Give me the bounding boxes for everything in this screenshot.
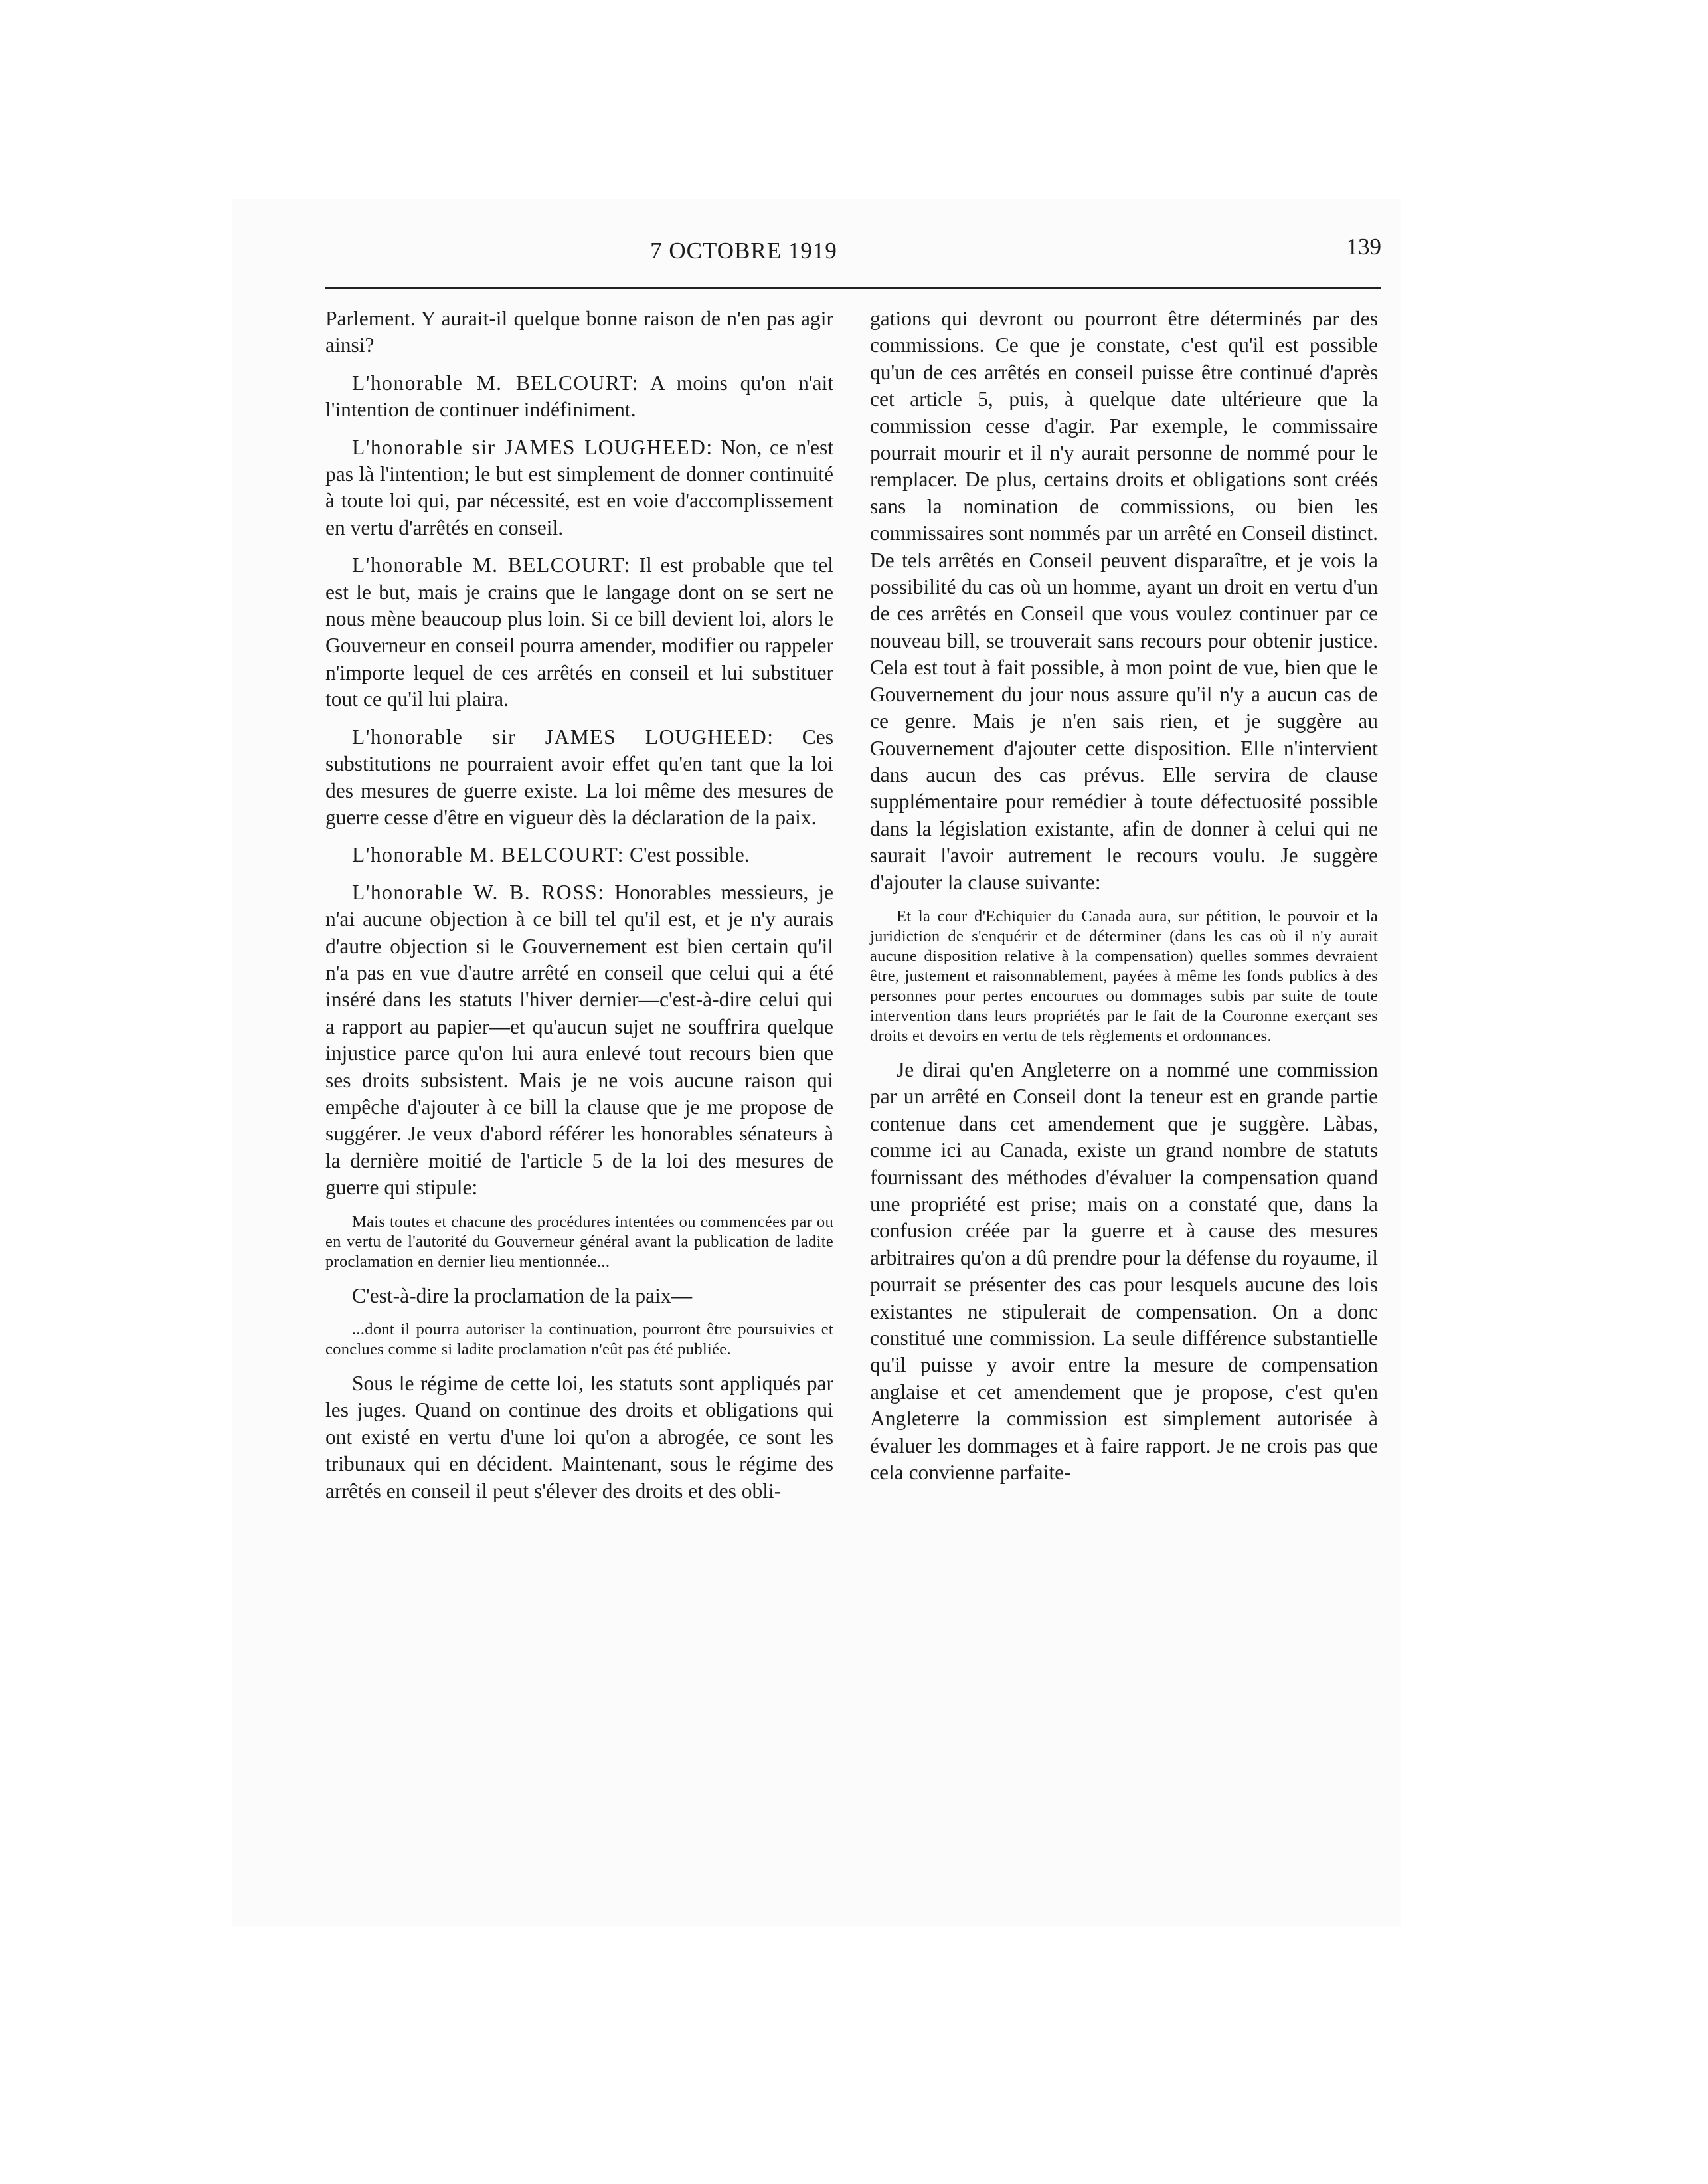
speech-paragraph — [325, 370, 833, 424]
speech-text: A moins qu'on n'ait l'intention de continuer indéfiniment. — [325, 371, 833, 422]
speaker-name: L'honorable M. BELCOURT: — [352, 371, 639, 395]
quoted-text: ...dont il pourra autoriser la continuation, pourront être poursuivies et conclues comme si ladite proclamation n'eût pas été publiée. — [325, 1320, 833, 1358]
header-rule — [325, 287, 1381, 289]
right-column — [870, 306, 1378, 1497]
body-paragraph: gations qui devront ou pourront être déterminés par des commissions. Ce que je constate, c'est qu'il est possible qu'un de ces arrêtés en conseil puisse être continué d'après cet article 5, puis, à quelque date ultérieure que la commission cesse d'agir. Par exemple, le commissaire pourrait mourir et il n'y aurait personne de nommé pour le remplacer. De plus, certains droits et obligations sont créés sans la nomination de commissions, ou bien les commissaires sont nommés par un arrêté en Conseil distinct. De tels arrêtés en Conseil peuvent disparaître, et je vois la possibilité du cas où un homme, ayant un droit en vertu d'un de ces arrêtés en Conseil que vous voulez continuer par ce nouveau bill, se trouverait sans recours pour obtenir justice. Cela est tout à fait possible, à mon point de vue, bien que le Gouvernement du jour nous assure qu'il n'y a aucun cas de ce genre. Mais je n'en sais rien, et je suggère au Gouvernement d'ajouter cette disposition. Elle n'intervient dans aucun des cas prévus. Elle servira de clause supplémentaire pour remédier à toute défectuosité possible dans la législation existante, afin de donner à celui qui ne saurait l'avoir autrement le recours voulu. Je suggère d'ajouter la clause suivante: — [870, 307, 1378, 894]
speech-paragraph — [325, 724, 833, 832]
body-paragraph: C'est-à-dire la proclamation de la paix— — [352, 1283, 693, 1307]
left-column — [325, 306, 833, 1515]
speech-text: Non, ce n'est pas là l'intention; le but est simplement de donner continuité à toute loi qui, par nécessité, est en voie d'accomplissement en vertu d'arrêtés en conseil. — [325, 435, 833, 539]
speech-text: C'est possible. — [624, 843, 750, 867]
quoted-text: Et la cour d'Echiquier du Canada aura, sur pétition, le pouvoir et la juridiction de s'enquérir et de déterminer (dans les cas où il n'y aurait aucune disposition relative à la compensation) quelles sommes devraient être, justement et raisonnablement, payées à même les fonds publics à des personnes pour pertes encourues ou dommages subis par suite de toute intervention dans leurs propriétés par le fait de la Couronne exerçant ses droits et devoirs en vertu de tels règlements et ordonnances. — [870, 907, 1378, 1045]
speaker-name: L'honorable M. BELCOURT: — [352, 843, 625, 867]
quoted-text: Mais toutes et chacune des procédures intentées ou commencées par ou en vertu de l'autorité du Gouverneur général avant la publication de ladite proclamation en dernier lieu mentionnée... — [325, 1212, 833, 1271]
speech-paragraph — [325, 434, 833, 542]
page-number: 139 — [1346, 234, 1381, 260]
speech-paragraph — [325, 879, 833, 1202]
speech-paragraph — [325, 552, 833, 713]
speech-paragraph — [325, 842, 833, 868]
document-page — [232, 199, 1401, 1926]
speaker-name: L'honorable sir JAMES LOUGHEED: — [352, 435, 713, 459]
speaker-name: L'honorable W. B. ROSS: — [352, 880, 605, 904]
body-paragraph: Je dirai qu'en Angleterre on a nommé une commission par un arrêté en Conseil dont la teneur est en grande partie contenue dans cet amendement que je suggère. Làbas, comme ici au Canada, existe un grand nombre de statuts fournissant des méthodes d'évaluer la compensation quand une propriété est prise; mais on a constaté que, dans la confusion créée par la guerre et à cause des mesures arbitraires qu'on a dû prendre pour la défense du royaume, il pourrait se présenter des cas pour lesquels aucune des lois existantes ne stipulerait de compensation. On a donc constitué une commission. La seule différence substantielle qu'il puisse y avoir entre la mesure de compensation anglaise et cet amendement que je propose, c'est qu'en Angleterre la commission est simplement autorisée à évaluer les dommages et à faire rapport. Je ne crois pas que cela convienne parfaite- — [870, 1057, 1378, 1485]
page-header — [325, 234, 1381, 267]
body-paragraph: Parlement. Y aurait-il quelque bonne raison de n'en pas agir ainsi? — [325, 307, 833, 357]
speech-text: Il est probable que tel est le but, mais je crains que le langage dont on se sert ne nous mène beaucoup plus loin. Si ce bill devient loi, alors le Gouverneur en conseil pourra amender, modifier ou rappeler n'importe lequel de ces arrêtés en conseil et lui substituer tout ce qu'il lui plaira. — [325, 553, 833, 711]
speech-text: Honorables messieurs, je n'ai aucune objection à ce bill tel qu'il est, et je n'y aurais d'autre objection si le Gouvernement est bien certain qu'il n'a pas en vue d'autre arrêté en conseil que celui qui a été inséré dans les statuts l'hiver dernier—c'est-à-dire celui qui a rapport au papier—et qu'aucun sujet ne souffrira quelque injustice parce qu'on lui aura enlevé tout recours bien que ses droits subsistent. Mais je ne vois aucune raison qui empêche d'ajouter à ce bill la clause que je me propose de suggérer. Je veux d'abord référer les honorables sénateurs à la dernière moitié de l'article 5 de la loi des mesures de guerre qui stipule: — [325, 880, 833, 1200]
body-paragraph: Sous le régime de cette loi, les statuts sont appliqués par les juges. Quand on continue des droits et obligations qui ont existé en vertu d'une loi qu'on a abrogée, ce sont les tribunaux qui en décident. Maintenant, sous le régime des arrêtés en conseil il peut s'élever des droits et des obli- — [325, 1372, 833, 1502]
speaker-name: L'honorable sir JAMES LOUGHEED: — [352, 725, 774, 749]
speaker-name: L'honorable M. BELCOURT: — [352, 553, 631, 577]
page-date: 7 OCTOBRE 1919 — [650, 238, 837, 264]
speech-text: Ces substitutions ne pourraient avoir effet qu'en tant que la loi des mesures de guerre existe. La loi même des mesures de guerre cesse d'être en vigueur dès la déclaration de la paix. — [325, 725, 833, 829]
